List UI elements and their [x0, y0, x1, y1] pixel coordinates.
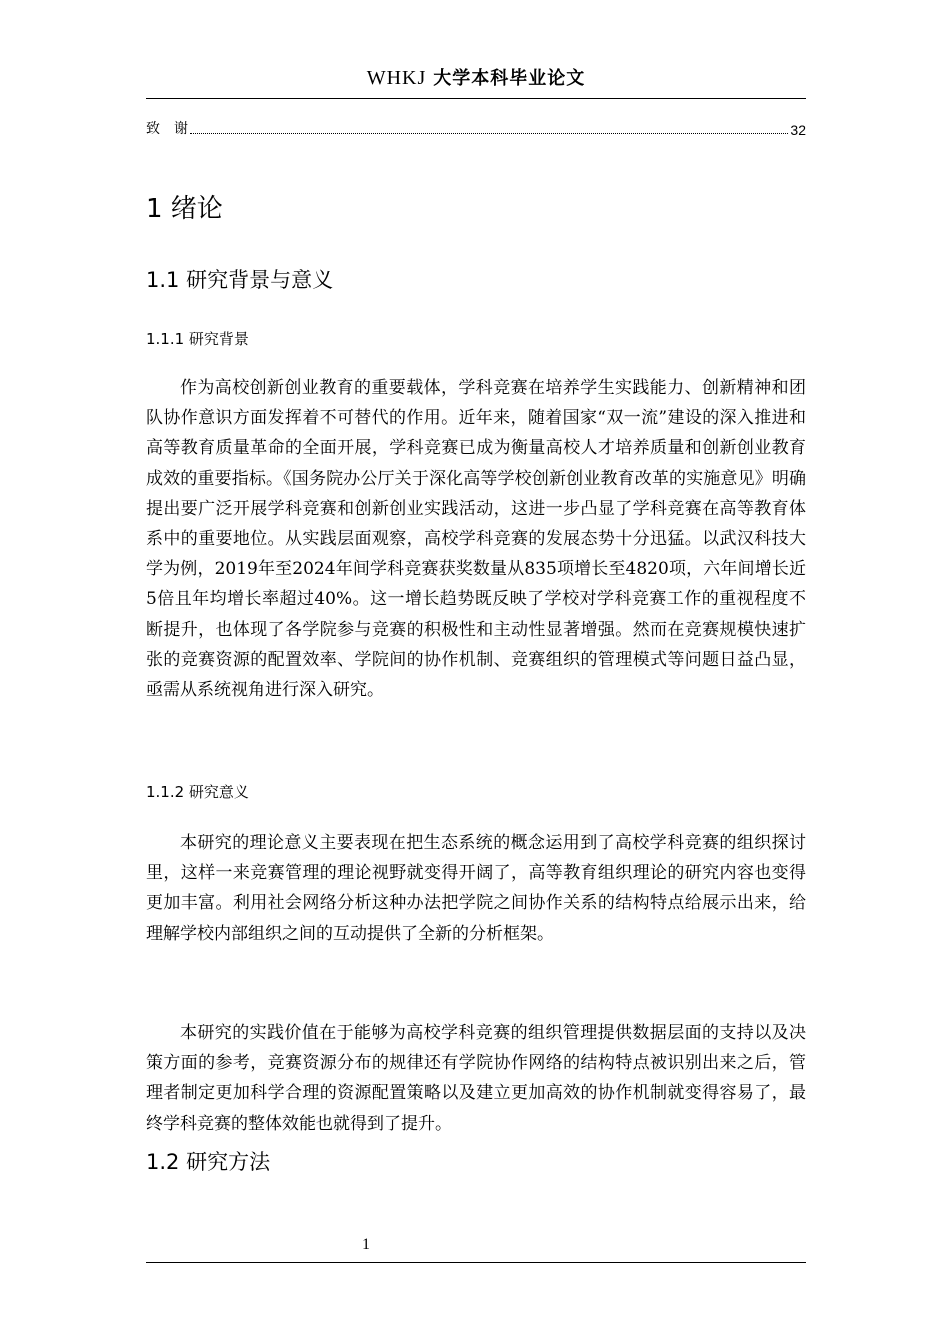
- header-brand: WHKJ: [366, 67, 427, 89]
- subsection-heading-1-1-2: 1.1.2 研究意义: [146, 783, 249, 801]
- section-heading-1-2: 1.2 研究方法: [146, 1150, 271, 1174]
- section-heading-1-1: 1.1 研究背景与意义: [146, 268, 334, 292]
- header-rule: [146, 98, 806, 99]
- significance-paragraph-practice: 本研究的实践价值在于能够为高校学科竞赛的组织管理提供数据层面的支持以及决策方面的参考，竞赛资源分布的规律还有学院协作网络的结构特点被识别出来之后，管理者制定更加科学合理的资源配置策略以及建立更加高效的协作机制就变得容易了，最终学科竞赛的整体效能也就得到了提升。: [146, 1023, 806, 1134]
- toc-entry-page: 32: [790, 122, 806, 138]
- chapter-heading: 1 绪论: [146, 194, 223, 224]
- significance-paragraph-theory: 本研究的理论意义主要表现在把生态系统的概念运用到了高校学科竞赛的组织探讨里，这样一来竞赛管理的理论视野就变得开阔了，高等教育组织理论的研究内容也变得更加丰富。利用社会网络分析这种办法把学院之间协作关系的结构特点给展示出来，给理解学校内部组织之间的互动提供了全新的分析框架。: [146, 833, 806, 944]
- background-paragraph: 作为高校创新创业教育的重要载体，学科竞赛在培养学生实践能力、创新精神和团队协作意识方面发挥着不可替代的作用。近年来，随着国家“双一流”建设的深入推进和高等教育质量革命的全面开展，学科竞赛已成为衡量高校人才培养质量和创新创业教育成效的重要指标。《国务院办公厅关于深化高等学校创新创业教育改革的实施意见》明确提出要广泛开展学科竞赛和创新创业实践活动，这进一步凸显了学科竞赛在高等教育体系中的重要地位。从实践层面观察，高校学科竞赛的发展态势十分迅猛。以武汉科技大学为例，2019年至2024年间学科竞赛获奖数量从835项增长至4820项，六年间增长近5倍且年均增长率超过40%。这一增长趋势既反映了学校对学科竞赛工作的重视程度不断提升，也体现了各学院参与竞赛的积极性和主动性显著增强。然而在竞赛规模快速扩张的竞赛资源的配置效率、学院间的协作机制、竞赛组织的管理模式等问题日益凸显，亟需从系统视角进行深入研究。: [146, 378, 806, 701]
- header-title: 大学本科毕业论文: [433, 68, 586, 89]
- subsection-heading-1-1-1: 1.1.1 研究背景: [146, 330, 249, 348]
- toc-entry-label: 致 谢: [146, 121, 188, 137]
- toc-entry[interactable]: [146, 118, 806, 138]
- footer-rule: [146, 1262, 806, 1263]
- toc-leader-dots: [190, 132, 788, 134]
- page-number: 1: [362, 1236, 370, 1253]
- page-header: [146, 64, 806, 90]
